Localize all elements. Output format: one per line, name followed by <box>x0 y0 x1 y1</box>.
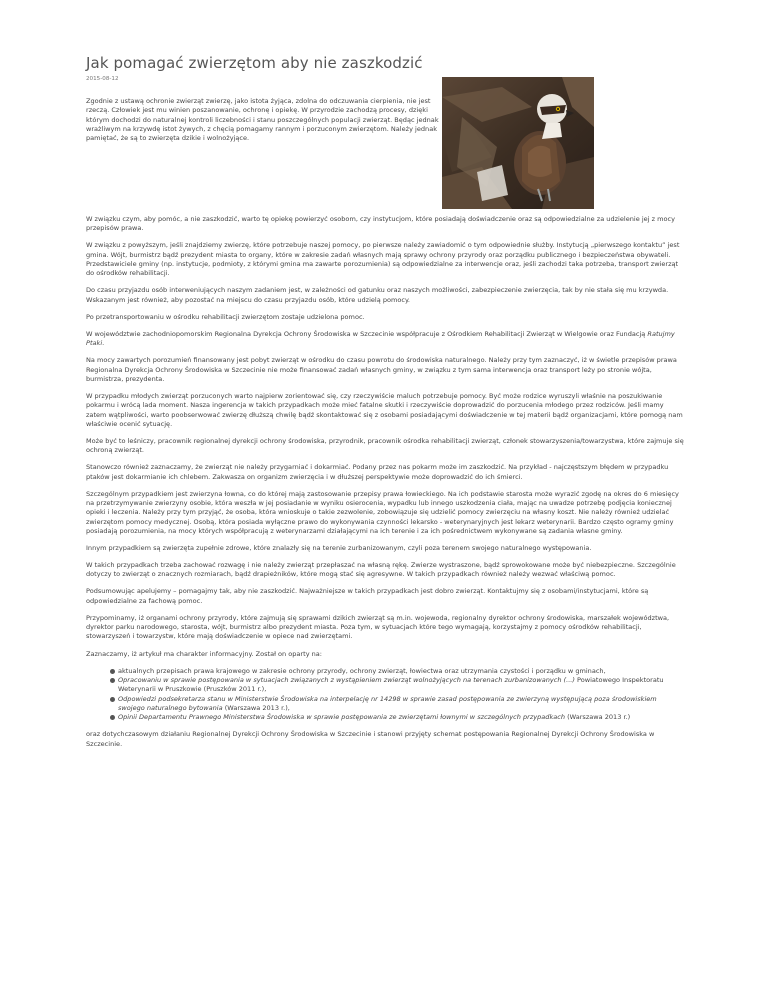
osprey-photo <box>442 77 594 209</box>
paragraph-5 <box>86 330 684 349</box>
source-title: Opinii Departamentu Prawnego Ministerstwa Środowiska w sprawie postępowania ze zwierzętami łownymi w szczególnych przypadkach <box>118 713 566 722</box>
paragraph-6: Na mocy zawartych porozumień finansowany jest pobyt zwierząt w ośrodku do czasu powrotu do środowiska naturalnego. Należy przy tym zaznaczyć, iż w świetle przepisów prawa Regionalna Dyrekcja Ochrony Środowiska w Szczecinie nie może finansować zadań własnych gminy, w związku z tym sama interwencja oraz transport leży po stronie wójta, burmistrza, prezydenta. <box>86 356 677 383</box>
osprey-photo-illustration <box>442 77 594 209</box>
article-title: Jak pomagać zwierzętom aby nie zaszkodzić <box>86 54 423 72</box>
paragraph-2: W związku z powyższym, jeśli znajdziemy zwierzę, które potrzebuje naszej pomocy, po pierwsze należy zawiadomić o tym odpowiednie służby. Instytucją „pierwszego kontaktu” jest gmina. Wójt, burmistrz bądź prezydent miasta to organy, które w zakresie zadań własnych mają sprawy ochrony przyrody oraz porządku publicznego i bezpieczeństwa obywateli. Przedstawiciele gminy (np. instytucje, podmioty, z którymi gmina ma zawarte porozumienia) są odpowiedzialne za interwencje oraz, jeśli zachodzi taka potrzeba, transport zwierząt do ośrodków rehabilitacji. <box>86 241 680 278</box>
paragraph-16: oraz dotychczasowym działaniu Regionalnej Dyrekcji Ochrony Środowiska w Szczecinie i stanowi przyjęty schemat postępowania Regionalnej Dyrekcji Ochrony Środowiska w Szczecinie. <box>86 730 655 748</box>
paragraph-11: Innym przypadkiem są zwierzęta zupełnie zdrowe, które znalazły się na terenie zurbanizowanym, czyli poza terenem swojego naturalnego występowania. <box>86 543 592 552</box>
article-date: 2015-08-12 <box>86 76 119 82</box>
sources-list <box>86 667 684 723</box>
source-text: (Warszawa 2013 r.), <box>222 703 290 712</box>
paragraph-7: W przypadku młodych zwierząt porzuconych warto najpierw zorientować się, czy rzeczywiście maluch potrzebuje pomocy. Być może rodzice wyruszyli właśnie na poszukiwanie pokarmu i wrócą lada moment. Nasza ingerencja w takich przypadkach może mieć fatalne skutki i rzeczywiście doprowadzić do porzucenia młodego przez rodziców. Jeśli mamy zatem wątpliwości, warto poobserwować zwierzę dłuższą chwilę bądź skontaktować się z osobami posiadającymi doświadczenie w tej materii bądź organizacjami, które pomogą nam właściwie ocenić sytuację. <box>86 391 683 428</box>
bullet-icon <box>110 715 115 720</box>
bullet-icon <box>110 669 115 674</box>
paragraph-5-end: . <box>102 339 105 348</box>
paragraph-1: W związku czym, aby pomóc, a nie zaszkodzić, warto tę opiekę powierzyć osobom, czy instytucjom, które posiadają doświadczenie oraz są odpowiedzialne za udzielenie jej z mocy przepisów prawa. <box>86 215 675 233</box>
intro-paragraph: Zgodnie z ustawą ochronie zwierząt zwierzę, jako istota żyjąca, zdolna do odczuwania cierpienia, nie jest rzeczą. Człowiek jest mu winien poszanowanie, ochronę i opiekę. W przyrodzie zachodzą procesy, dzięki którym dochodzi do naturalnej kontroli liczebności i stanu poszczególnych populacji zwierząt. Będąc jednak wrażliwym na krzywdę istot żywych, z chęcią pomagamy rannym i porzuconym zwierzętom. Należy jednak pamiętać, że są to zwierzęta dzikie i wolnożyjące. <box>86 97 439 143</box>
bullet-icon <box>110 678 115 683</box>
paragraph-5-text: W województwie zachodniopomorskim Regionalna Dyrekcja Ochrony Środowiska w Szczecinie współpracuje z Ośrodkiem Rehabilitacji Zwierząt w Wielgowie oraz Fundacją <box>86 329 648 338</box>
paragraph-12: W takich przypadkach trzeba zachować rozwagę i nie należy zwierząt przepłaszać na własną rękę. Zwierze wystraszone, bądź sprowokowane może być niebezpieczne. Szczególnie dotyczy to zwierząt o znacznych rozmiarach, bądź drapieżników, które mogą stać się agresywne. W takich przypadkach również należy wezwać właściwą pomoc. <box>86 561 676 579</box>
paragraph-15: Zaznaczamy, iż artykuł ma charakter informacyjny. Został on oparty na: <box>86 649 323 658</box>
source-title: Opracowaniu w sprawie postępowania w sytuacjach związanych z wystąpieniem zwierząt wolnożyjących na terenach zurbanizowanych (...) <box>118 675 575 684</box>
paragraph-8: Może być to leśniczy, pracownik regionalnej dyrekcji ochrony środowiska, przyrodnik, pracownik ośrodka rehabilitacji zwierząt, członek stowarzyszenia/towarzystwa, które zajmuje się ochroną zwierząt. <box>86 436 684 455</box>
intro-section <box>86 97 684 207</box>
source-text: Powiatowego Inspektoratu Weterynarii w Pruszkowie (Pruszków 2011 r.), <box>118 675 664 694</box>
paragraph-4: Po przetransportowaniu w ośrodku rehabilitacji zwierzętom zostaje udzielona pomoc. <box>86 312 365 321</box>
paragraph-9: Stanowczo również zaznaczamy, że zwierząt nie należy przygarniać i dokarmiać. Podany przez nas pokarm może im zaszkodzić. Na przykład - najczęstszym błędem w przypadku ptaków jest dokarmianie ich chlebem. Zakwasza on organizm zwierzęcia i w dłuższej perspektywie może doprowadzić do ich śmierci. <box>86 463 669 481</box>
bullet-icon <box>110 697 115 702</box>
list-item <box>86 667 684 676</box>
paragraph-10: Szczególnym przypadkiem jest zwierzyna łowna, co do której mają zastosowanie przepisy prawa łowieckiego. Na ich podstawie starosta może wyrazić zgodę na okres do 6 miesięcy na przetrzymywanie zwierzyny osobie, która weszła w jej posiadanie w wyniku osierocenia, wypadku lub innego uszkodzenia ciała, mając na uwadze potrzebę podjęcia koniecznej opieki i leczenia. Należy przy tym przyjąć, że osoba, która wnioskuje o takie zezwolenie, zobowiązuje się udzielić pomocy zwierzęciu na własny koszt. Nie należy również udzielać zwierzętom pomocy medycznej. Osobą, która posiada wyłączne prawo do wykonywania czynności lekarsko - weterynaryjnych jest lekarz weterynarii. Bardzo często ogramy gminy posiadają porozumienia, na mocy których współpracują z weterynarzami działającymi na ich terenie i za ich pośrednictwem wykonywane są zadania własne gminy. <box>86 489 679 535</box>
paragraph-3: Do czasu przyjazdu osób interweniujących naszym zadaniem jest, w zależności od gatunku oraz naszych możliwości, zabezpieczenie zwierzęcia, tak by nie stała się mu krzywda. Wskazanym jest również, aby pozostać na miejscu do czasu przyjazdu osób, które udzielą pomocy. <box>86 286 669 304</box>
source-title: Odpowiedzi podsekretarza stanu w Ministerstwie Środowiska na interpelację nr 14298 w sprawie zasad postępowania ze zwierzyną występującą poza środowiskiem swojego naturalnego bytowania <box>118 694 657 712</box>
list-item <box>86 695 684 714</box>
list-item <box>86 676 684 695</box>
paragraph-5-foundation: Ratujmy Ptaki <box>86 329 675 348</box>
source-text: (Warszawa 2013 r.) <box>565 713 631 722</box>
paragraph-13: Podsumowując apelujemy – pomagajmy tak, aby nie zaszkodzić. Najważniejsze w takich przypadkach jest dobro zwierząt. Kontaktujmy się z osobami/instytucjami, które są odpowiedzialne za fachową pomoc. <box>86 587 649 605</box>
list-item <box>86 713 684 722</box>
source-text: aktualnych przepisach prawa krajowego w zakresie ochrony przyrody, ochrony zwierząt, łowiectwa oraz utrzymania czystości i porządku w gminach, <box>118 666 606 675</box>
paragraph-14: Przypominamy, iż organami ochrony przyrody, które zajmują się sprawami dzikich zwierząt są m.in. wojewoda, regionalny dyrektor ochrony środowiska, marszałek województwa, dyrektor parku narodowego, starosta, wójt, burmistrz albo prezydent miasta. Poza tym, w sytuacjach które tego wymagają, korzystajmy z pomocy ośrodków rehabilitacji, stowarzyszeń i towarzystw, które mają doświadczenie w opiece nad zwierzętami. <box>86 613 670 641</box>
